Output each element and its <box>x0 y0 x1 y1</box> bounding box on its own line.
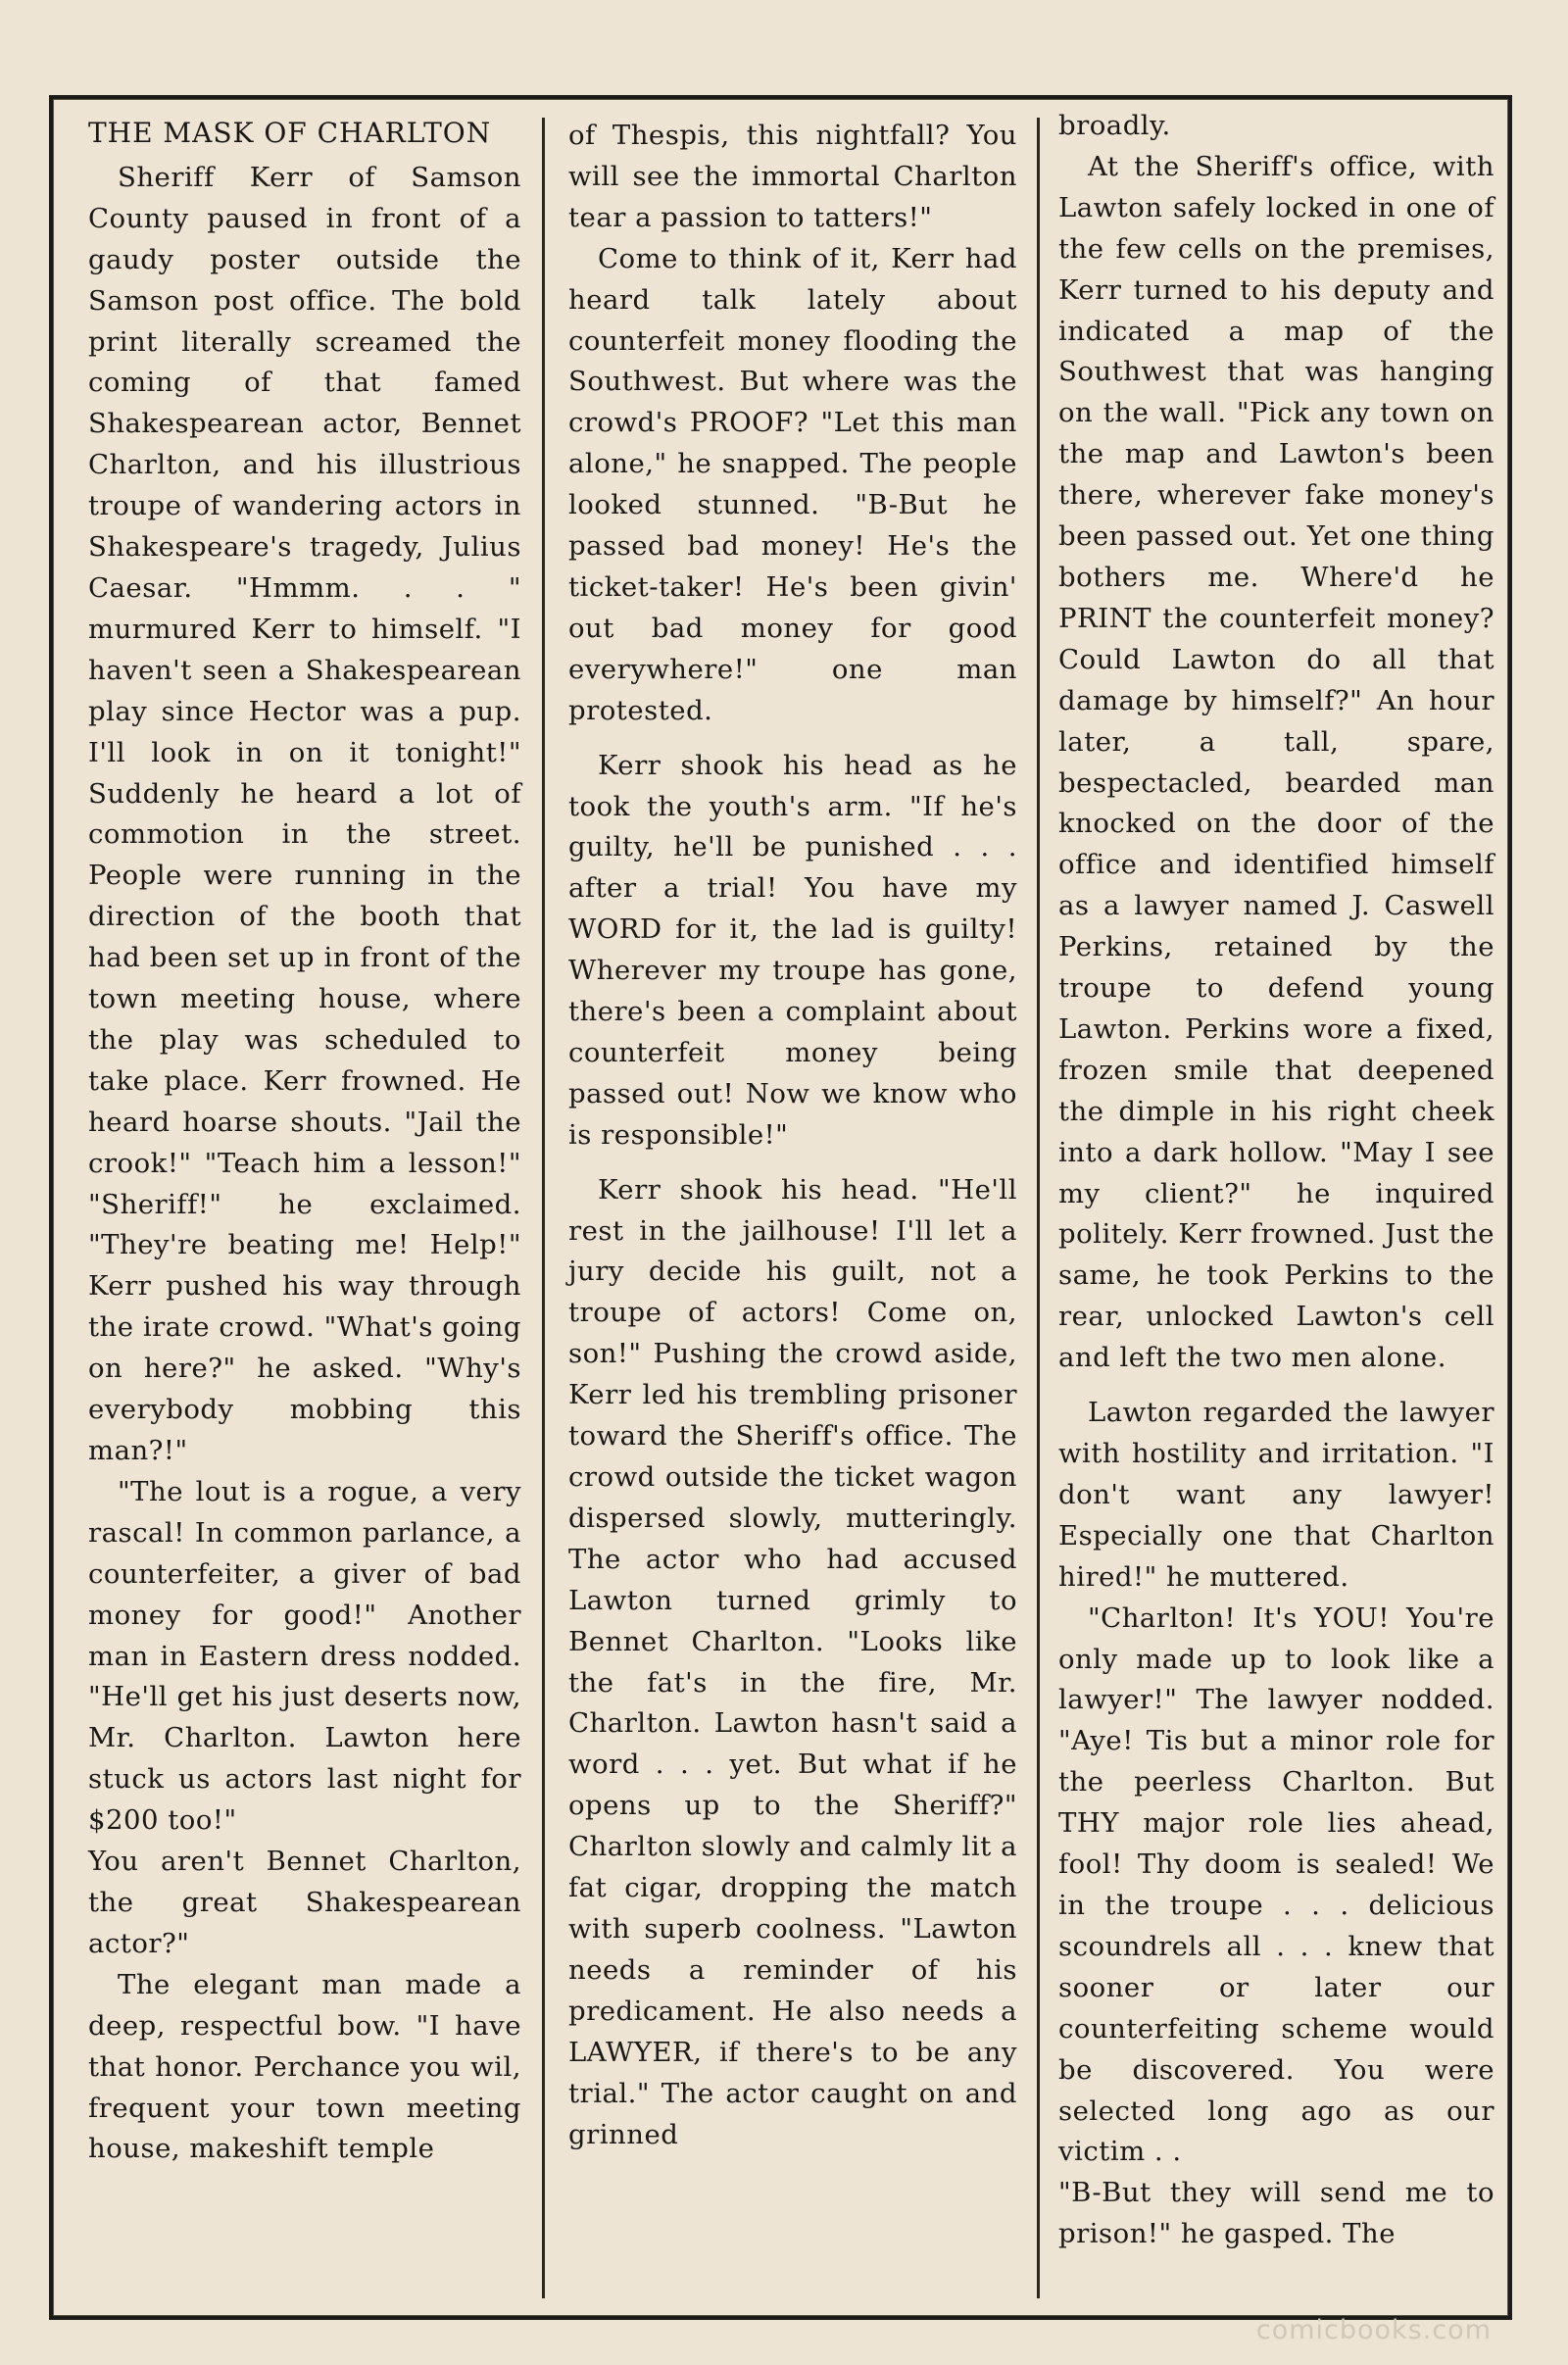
paragraph: of Thespis, this nightfall? You will see the immortal Charlton tear a passion to tatters!" <box>568 120 1017 233</box>
paragraph: Kerr shook his head as he took the youth's arm. "If he's guilty, he'll be punished . . . after a trial! You have my WORD for it, the lad is guilty! Wherever my troupe has gone, there's been a complaint about counterfeit money being passed out! Now we know who is responsible!" <box>568 749 1017 1151</box>
paragraph: Kerr shook his head. "He'll rest in the jailhouse! I'll let a jury decide his guilt, not a troupe of actors! Come on, son!" Pushing the crowd aside, Kerr led his trembling prisoner toward the Sheriff's office. The crowd outside the ticket wagon dispersed slowly, mutteringly. The actor who had accused Lawton turned grimly to Bennet Charlton. "Looks like the fat's in the fire, Mr. Charlton. Lawton hasn't said a word . . . yet. But what if he opens up to the Sheriff?" Charlton slowly and calmly lit a fat cigar, dropping the match with superb coolness. "Lawton needs a reminder of his predicament. He also needs a LAWYER, if there's to be any trial." The actor caught on and grinned <box>568 1173 1017 2150</box>
column-divider-left <box>542 118 545 2298</box>
column-divider-right <box>1037 118 1040 2298</box>
story-title: THE MASK OF CHARLTON <box>88 117 492 149</box>
watermark: comicbooks.com <box>1255 2315 1492 2345</box>
text-column-2 <box>568 116 1017 2155</box>
paragraph: "B-But they will send me to prison!" he gasped. The <box>1058 2177 1494 2250</box>
paragraph: You aren't Bennet Charlton, the great Shakespearean actor?" <box>88 1846 521 1959</box>
paragraph: Lawton regarded the lawyer with hostility and irritation. "I don't want any lawyer! Especially one that Charlton hired!" he muttered. <box>1058 1397 1494 1593</box>
paragraph: "Charlton! It's YOU! You're only made up to look like a lawyer!" The lawyer nodded. "Aye! Tis but a minor role for the peerless Charlton. But THY major role lies ahead, fool! Thy doom is sealed! We in the troupe . . . delicious scoundrels all . . . knew that sooner or later our counterfeiting scheme would be discovered. You were selected long ago as our victim . . <box>1058 1601 1494 2168</box>
paragraph: "The lout is a rogue, a very rascal! In common parlance, a counterfeiter, a giver of bad money for good!" Another man in Eastern dress nodded. "He'll get his just deserts now, Mr. Charlton. Lawton here stuck us actors last night for $200 too!" <box>88 1475 521 1837</box>
paragraph: Sheriff Kerr of Samson County paused in front of a gaudy poster outside the Samson post office. The bold print literally screamed the coming of that famed Shakespearean actor, Bennet Charlton, and his illustrious troupe of wandering actors in Shakespeare's tragedy, Julius Caesar. "Hmmm. . . " murmured Kerr to himself. "I haven't seen a Shakespearean play since Hector was a pup. I'll look in on it tonight!" Suddenly he heard a lot of commotion in the street. People were running in the direction of the booth that had been set up in front of the town meeting house, where the play was scheduled to take place. Kerr frowned. He heard hoarse shouts. "Jail the crook!" "Teach him a lesson!" "Sheriff!" he exclaimed. "They're beating me! Help!" Kerr pushed his way through the irate crowd. "What's going on here?" he asked. "Why's everybody mobbing this man?!" <box>88 161 521 1466</box>
paragraph: Come to think of it, Kerr had heard talk lately about counterfeit money flooding the Southwest. But where was the crowd's PROOF? "Let this man alone," he snapped. The people looked stunned. "B-But he passed bad money! He's the ticket-taker! He's been givin' out bad money for good everywhere!" one man protested. <box>568 242 1017 726</box>
paragraph: broadly. <box>1058 110 1171 141</box>
paragraph: At the Sheriff's office, with Lawton safely locked in one of the few cells on the premises, Kerr turned to his deputy and indicated a map of the Southwest that was hanging on the wall. "Pick any town on the map and Lawton's been there, wherever fake money's been passed out. Yet one thing bothers me. Where'd he PRINT the counterfeit money? Could Lawton do all that damage by himself?" An hour later, a tall, spare, bespectacled, bearded man knocked on the door of the office and identified himself as a lawyer named J. Caswell Perkins, retained by the troupe to defend young Lawton. Perkins wore a fixed, frozen smile that deepened the dimple in his right cheek into a dark hollow. "May I see my client?" he inquired politely. Kerr frowned. Just the same, he took Perkins to the rear, unlocked Lawton's cell and left the two men alone. <box>1058 150 1494 1374</box>
text-column-1 <box>88 113 521 2170</box>
paragraph: The elegant man made a deep, respectful bow. "I have that honor. Perchance you wil, frequent your town meeting house, makeshift temple <box>88 1968 521 2165</box>
text-column-3 <box>1058 106 1494 2255</box>
